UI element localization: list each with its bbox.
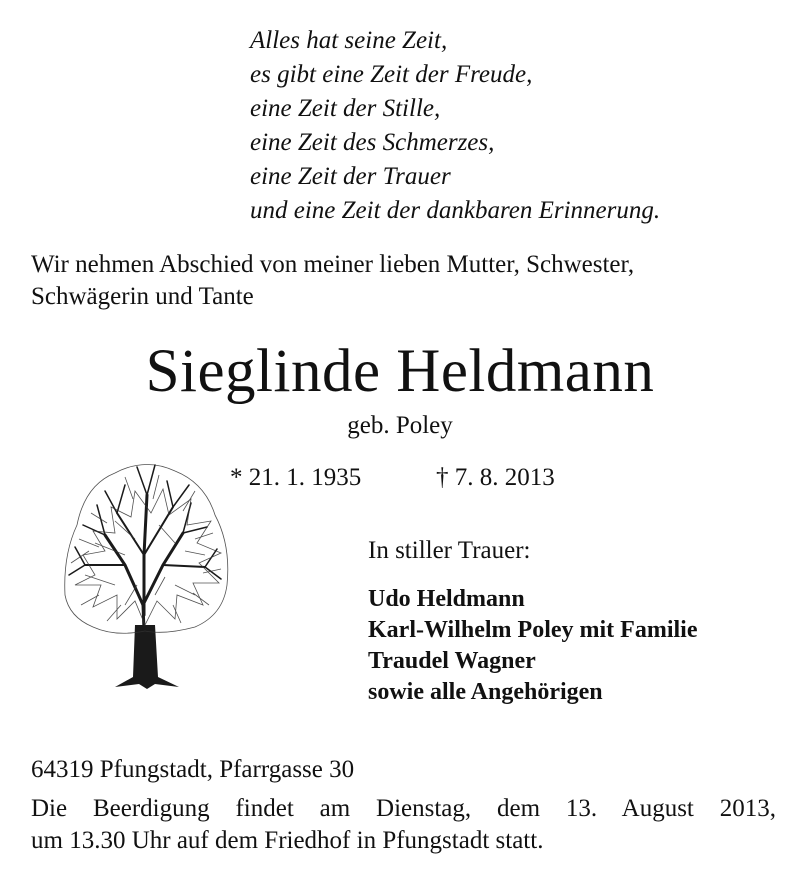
death-date: † 7. 8. 2013	[436, 464, 555, 491]
funeral-line-2: um 13.30 Uhr auf dem Friedhof in Pfungstadt statt.	[31, 827, 544, 854]
birth-date	[230, 462, 361, 494]
funeral-line-1: Die Beerdigung findet am Dienstag, dem 13. August 2013,	[31, 795, 776, 822]
deceased-name: Sieglinde Heldmann	[145, 338, 655, 405]
mourners-list	[368, 584, 697, 708]
farewell-intro	[31, 249, 776, 313]
mourner-name: Udo Heldmann	[368, 586, 525, 612]
mourning-heading: In stiller Trauer:	[368, 537, 531, 564]
poem	[250, 24, 660, 228]
mourner-name: sowie alle Angehörigen	[368, 679, 603, 705]
poem-line: eine Zeit der Stille,	[250, 95, 441, 122]
intro-line-1: Wir nehmen Abschied von meiner lieben Mutter, Schwester,	[31, 251, 635, 278]
funeral-notice	[31, 793, 776, 857]
mourner-name: Traudel Wagner	[368, 648, 536, 674]
address: 64319 Pfungstadt, Pfarrgasse 30	[31, 756, 355, 783]
mourner-name: Karl-Wilhelm Poley mit Familie	[368, 617, 698, 643]
poem-line: es gibt eine Zeit der Freude,	[250, 61, 533, 88]
maiden-name: geb. Poley	[347, 412, 453, 439]
poem-line: eine Zeit der Trauer	[250, 163, 451, 190]
tree-icon	[55, 455, 235, 695]
birth-date-text: * 21. 1. 1935	[230, 464, 362, 491]
poem-line: eine Zeit des Schmerzes,	[250, 129, 495, 156]
poem-line: Alles hat seine Zeit,	[250, 27, 448, 54]
poem-line: und eine Zeit der dankbaren Erinnerung.	[250, 197, 661, 224]
intro-line-2: Schwägerin und Tante	[31, 283, 254, 310]
